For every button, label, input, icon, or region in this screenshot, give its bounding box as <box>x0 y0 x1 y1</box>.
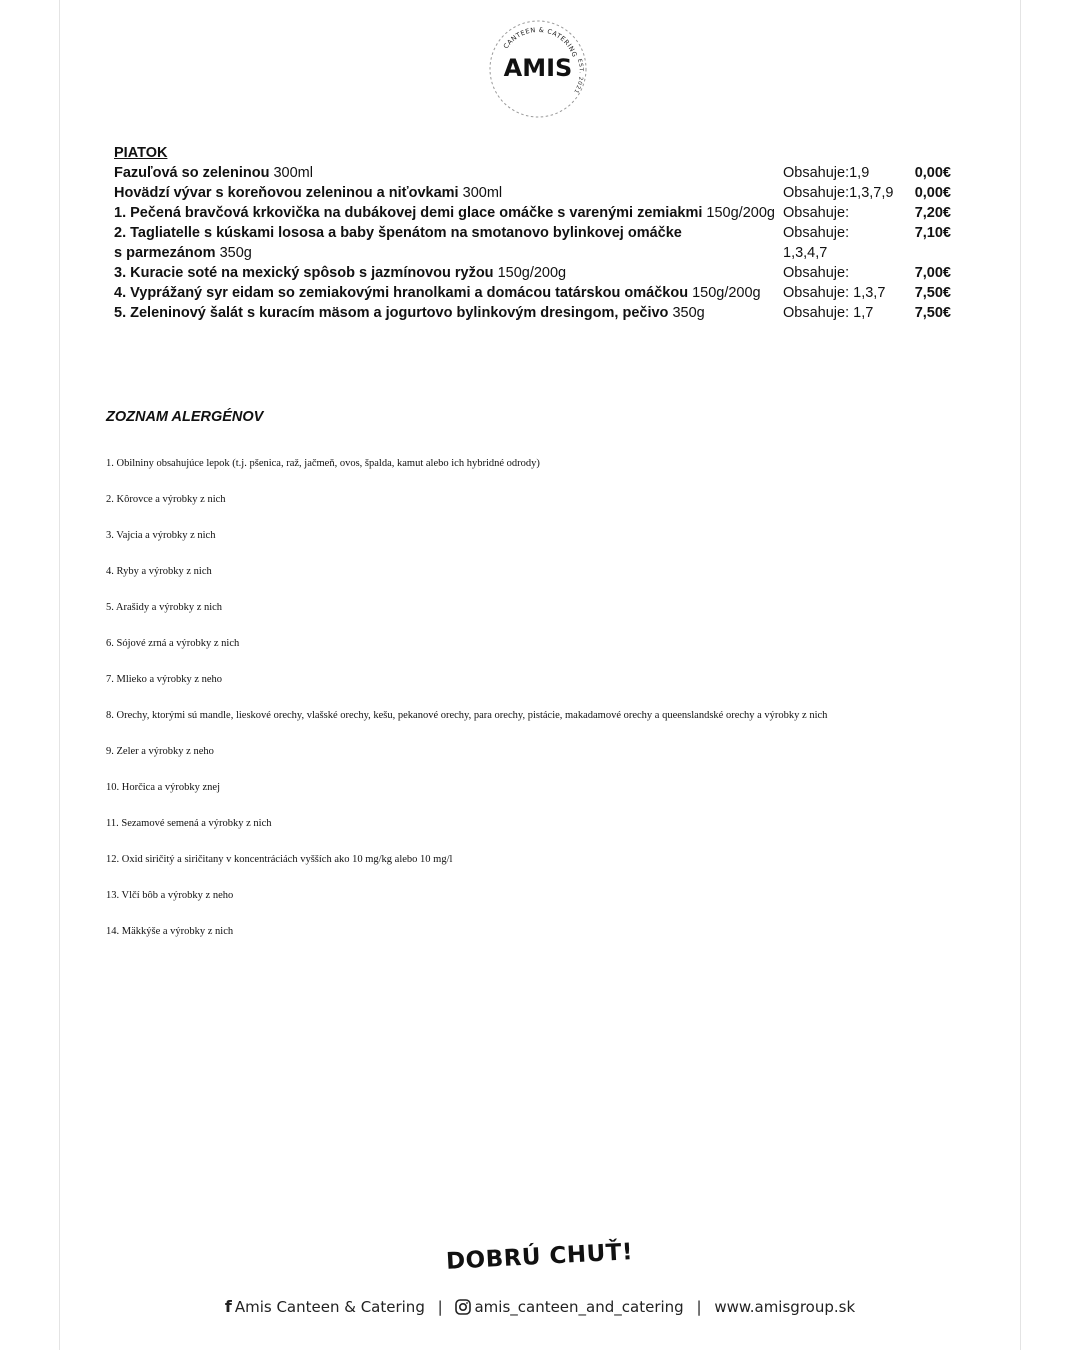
dish-allergens: Obsahuje: <box>783 205 850 221</box>
menu-item <box>114 263 964 283</box>
dish-name: 1. Pečená bravčová krkovička na dubákovej demi glace omáčke s varenými zemiakmi <box>114 205 703 221</box>
dish-name: Fazuľová so zeleninou <box>114 165 270 181</box>
dish-price: 7,10€ <box>914 225 951 241</box>
dish-allergens: Obsahuje:1,3,7,9 <box>783 185 894 201</box>
menu-day-title: PIATOK <box>114 145 168 161</box>
dish-name: 4. Vyprážaný syr eidam so zemiakovými hranolkami a domácou tatárskou omáčkou <box>114 285 689 301</box>
menu-item <box>114 203 964 223</box>
allergen-legend-title: ZOZNAM ALERGÉNOV <box>106 409 264 425</box>
dish-portion: 150g/200g <box>706 205 775 221</box>
dish-allergens: Obsahuje: 1,7 <box>783 305 874 321</box>
menu-item <box>114 163 964 183</box>
daily-menu <box>114 143 964 323</box>
logo-brand: AMIS <box>503 54 573 82</box>
footer-separator: | <box>696 1298 702 1316</box>
allergen-item: 3. Vajcia a výrobky z nich <box>106 530 216 541</box>
amis-logo <box>487 18 589 120</box>
dish-allergens: Obsahuje: <box>783 225 850 241</box>
menu-item <box>114 283 964 303</box>
dish-name: 5. Zeleninový šalát s kuracím mäsom a jogurtovo bylinkovým dresingom, pečivo <box>114 305 669 321</box>
menu-item <box>114 223 964 263</box>
allergen-item: 14. Mäkkýše a výrobky z nich <box>106 926 234 937</box>
allergen-item: 9. Zeler a výrobky z neho <box>106 746 214 757</box>
allergen-item: 12. Oxid siričitý a siričitany v koncentráciách vyšších ako 10 mg/kg alebo 10 mg/l <box>106 854 453 865</box>
dish-price: 7,50€ <box>914 285 951 301</box>
dish-allergens: Obsahuje: <box>783 265 850 281</box>
dish-name: Hovädzí vývar s koreňovou zeleninou a niťovkami <box>114 185 459 201</box>
allergen-item: 5. Arašidy a výrobky z nich <box>106 602 223 613</box>
allergen-item: 8. Orechy, ktorými sú mandle, lieskové orechy, vlašské orechy, kešu, pekanové orechy, para orechy, pistácie, makadamové orechy a queenslandské orechy a výrobky z nich <box>106 710 828 721</box>
dish-portion: 350g <box>219 245 252 261</box>
dish-price: 0,00€ <box>914 165 951 181</box>
footer-contacts <box>0 1297 1080 1316</box>
dish-allergens: Obsahuje:1,9 <box>783 165 870 181</box>
allergen-item: 7. Mlieko a výrobky z neho <box>106 674 223 685</box>
allergen-list <box>106 457 986 961</box>
menu-item <box>114 183 964 203</box>
logo-ring-text: CANTEEN & CATERING <box>501 25 579 59</box>
svg-text:EST. 2021 <box>571 58 586 96</box>
dish-name: 2. Tagliatelle s kúskami lososa a baby špenátom na smotanovo bylinkovej omáčke <box>114 225 682 241</box>
allergen-item: 6. Sójové zrná a výrobky z nich <box>106 638 240 649</box>
allergen-item: 2. Kôrovce a výrobky z nich <box>106 494 226 505</box>
dish-portion: 150g/200g <box>497 265 567 281</box>
facebook-icon: f <box>224 1297 232 1316</box>
instagram-icon <box>455 1299 471 1315</box>
menu-item <box>114 303 964 323</box>
allergen-legend <box>106 407 986 937</box>
dish-price: 7,50€ <box>914 305 951 321</box>
dish-portion: 150g/200g <box>692 285 761 301</box>
allergen-item: 1. Obilniny obsahujúce lepok (t.j. pšenica, raž, jačmeň, ovos, špalda, kamut alebo ich hybridné odrody) <box>106 458 540 469</box>
closing-greeting <box>0 1239 1080 1275</box>
logo-est-text: EST. 2021 <box>572 58 584 95</box>
dish-portion: 300ml <box>273 165 313 181</box>
allergen-item: 11. Sezamové semená a výrobky z nich <box>106 818 272 829</box>
allergen-item: 10. Horčica a výrobky znej <box>106 782 220 793</box>
dish-allergens-continued: 1,3,4,7 <box>783 245 828 261</box>
allergen-item: 13. Vlčí bôb a výrobky z neho <box>106 890 234 901</box>
dish-portion: 300ml <box>462 185 503 201</box>
page-left-edge <box>59 0 60 1350</box>
closing-text: DOBRÚ CHUŤ! <box>445 1239 635 1275</box>
facebook-link[interactable]: Amis Canteen & Catering <box>234 1298 425 1316</box>
footer-separator: | <box>437 1298 443 1316</box>
allergen-item: 4. Ryby a výrobky z nich <box>106 566 212 577</box>
instagram-link[interactable]: amis_canteen_and_catering <box>474 1298 684 1316</box>
page-right-edge <box>1020 0 1021 1350</box>
dish-price: 0,00€ <box>914 185 951 201</box>
dish-allergens: Obsahuje: 1,3,7 <box>783 285 886 301</box>
dish-name-continued: s parmezánom <box>114 245 216 261</box>
dish-portion: 350g <box>672 305 705 321</box>
dish-name: 3. Kuracie soté na mexický spôsob s jazmínovou ryžou <box>114 265 494 281</box>
dish-price: 7,20€ <box>914 205 951 221</box>
website-link[interactable]: www.amisgroup.sk <box>714 1298 856 1316</box>
dish-price: 7,00€ <box>914 265 951 281</box>
